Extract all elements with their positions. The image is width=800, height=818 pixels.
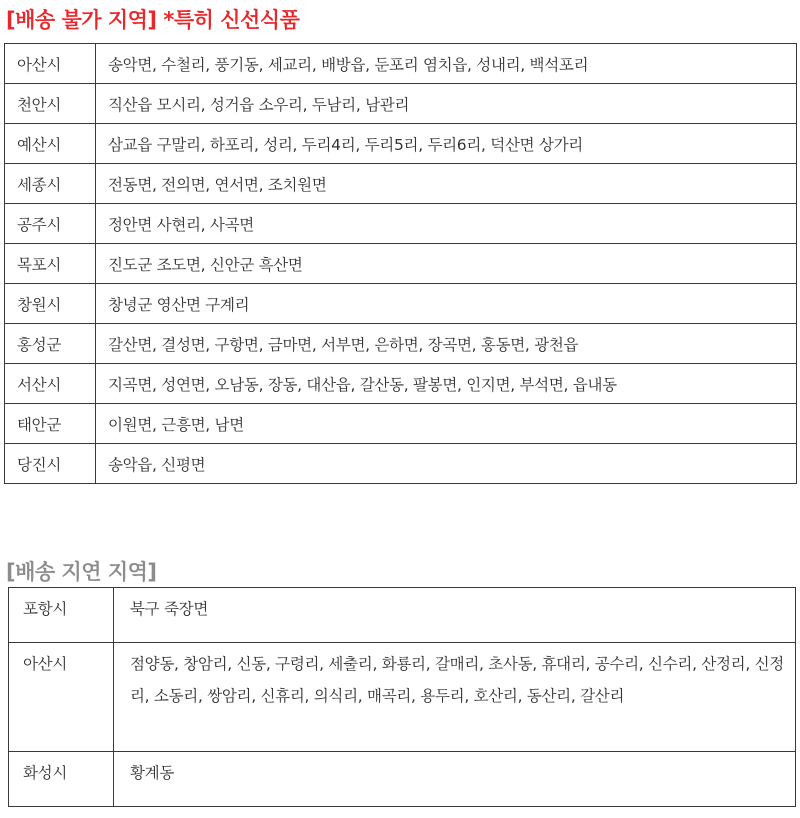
areas-cell: 황계동 — [114, 752, 796, 807]
city-cell: 포항시 — [9, 588, 114, 643]
table-row — [5, 164, 797, 204]
city-cell: 천안시 — [5, 84, 96, 124]
city-cell: 아산시 — [5, 44, 96, 84]
table-row — [5, 404, 797, 444]
areas-cell: 전동면, 전의면, 연서면, 조치원면 — [96, 164, 797, 204]
table-row — [9, 643, 796, 752]
areas-cell: 북구 죽장면 — [114, 588, 796, 643]
city-cell: 아산시 — [9, 643, 114, 752]
areas-cell: 이원면, 근흥면, 남면 — [96, 404, 797, 444]
areas-cell: 지곡면, 성연면, 오남동, 장동, 대산읍, 갈산동, 팔봉면, 인지면, 부석면, 읍내동 — [96, 364, 797, 404]
undeliverable-areas-table — [4, 43, 797, 484]
table-row — [5, 204, 797, 244]
areas-cell: 직산읍 모시리, 성거읍 소우리, 두남리, 남관리 — [96, 84, 797, 124]
table-row — [9, 588, 796, 643]
city-cell: 당진시 — [5, 444, 96, 484]
city-cell: 서산시 — [5, 364, 96, 404]
city-cell: 세종시 — [5, 164, 96, 204]
table-row — [5, 84, 797, 124]
areas-cell: 진도군 조도면, 신안군 흑산면 — [96, 244, 797, 284]
table-row — [5, 324, 797, 364]
city-cell: 화성시 — [9, 752, 114, 807]
table-row — [5, 364, 797, 404]
areas-cell: 창녕군 영산면 구계리 — [96, 284, 797, 324]
table-row — [5, 44, 797, 84]
city-cell: 홍성군 — [5, 324, 96, 364]
areas-cell: 갈산면, 결성면, 구항면, 금마면, 서부면, 은하면, 장곡면, 홍동면, 광천읍 — [96, 324, 797, 364]
areas-cell: 송악읍, 신평면 — [96, 444, 797, 484]
table-row — [9, 752, 796, 807]
city-cell: 창원시 — [5, 284, 96, 324]
areas-cell: 정안면 사현리, 사곡면 — [96, 204, 797, 244]
areas-cell: 삼교읍 구말리, 하포리, 성리, 두리4리, 두리5리, 두리6리, 덕산면 상가리 — [96, 124, 797, 164]
city-cell: 목포시 — [5, 244, 96, 284]
table-row — [5, 124, 797, 164]
delayed-delivery-areas-table — [8, 587, 796, 807]
table-row — [5, 244, 797, 284]
areas-cell: 점양동, 창암리, 신동, 구령리, 세출리, 화룡리, 갈매리, 초사동, 휴대리, 공수리, 신수리, 산정리, 신정리, 소동리, 쌍암리, 신휴리, 의식리, 매곡리, 용두리, 호산리, 동산리, 갈산리 — [114, 643, 796, 752]
table-row — [5, 444, 797, 484]
city-cell: 예산시 — [5, 124, 96, 164]
areas-cell: 송악면, 수철리, 풍기동, 세교리, 배방읍, 둔포리 염치읍, 성내리, 백석포리 — [96, 44, 797, 84]
undeliverable-areas-title: [배송 불가 지역] *특히 신선식품 — [6, 8, 300, 32]
table-row — [5, 284, 797, 324]
city-cell: 태안군 — [5, 404, 96, 444]
delayed-delivery-areas-title: [배송 지연 지역] — [6, 560, 157, 584]
city-cell: 공주시 — [5, 204, 96, 244]
